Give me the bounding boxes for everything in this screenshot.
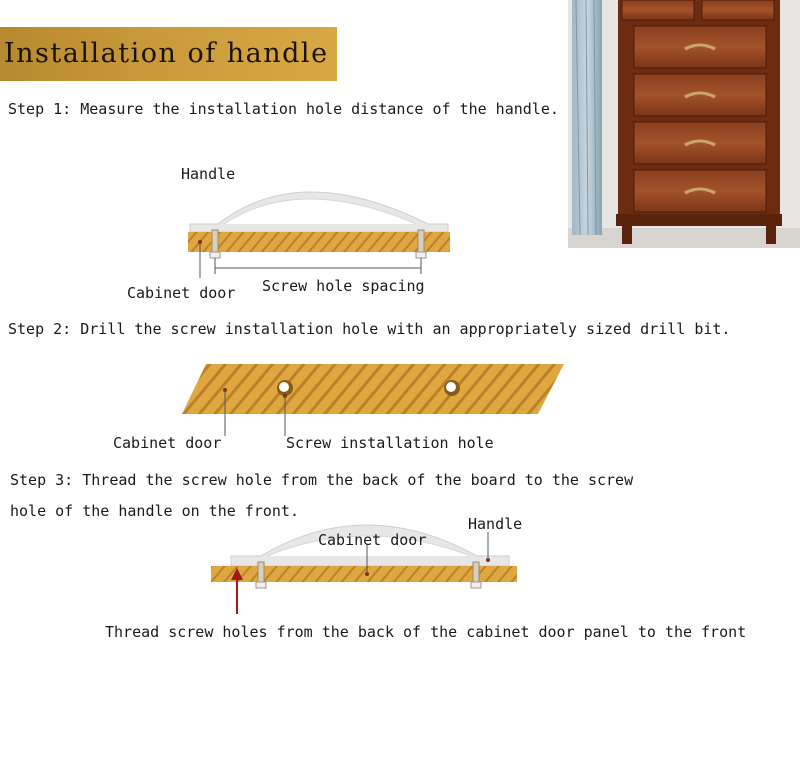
screw-right	[418, 230, 424, 254]
handle-label-1: Handle	[181, 165, 236, 183]
cabinet-door-board	[182, 364, 564, 414]
diagram-1	[180, 180, 460, 280]
dresser-photo	[568, 0, 800, 248]
cabinet-door-label-3: Cabinet door	[318, 531, 427, 549]
screw-installation-hole-label: Screw installation hole	[286, 434, 494, 452]
screw-hole-spacing-label: Screw hole spacing	[262, 277, 425, 295]
cabinet-door-board	[211, 566, 517, 582]
screw-hole-right	[446, 382, 456, 392]
thread-screw-holes-label: Thread screw holes from the back of the cabinet door panel to the front	[105, 623, 747, 641]
step-3-text-line-1: Step 3: Thread the screw hole from the back of the board to the screw	[10, 471, 634, 489]
step-2-text: Step 2: Drill the screw installation hole with an appropriately sized drill bit.	[8, 320, 731, 338]
screw-hole-left	[279, 382, 289, 392]
diagram-2	[180, 360, 570, 444]
cabinet-door-label-2: Cabinet door	[113, 434, 222, 452]
handle-label-3: Handle	[468, 515, 523, 533]
step-3-text-line-2: hole of the handle on the front.	[10, 502, 299, 520]
screw-left	[212, 230, 218, 254]
page-title: Installation of handle	[4, 38, 329, 69]
step-1-text: Step 1: Measure the installation hole distance of the handle.	[8, 100, 559, 118]
cabinet-door-label-1: Cabinet door	[127, 284, 236, 302]
cabinet-door-board	[188, 232, 450, 252]
